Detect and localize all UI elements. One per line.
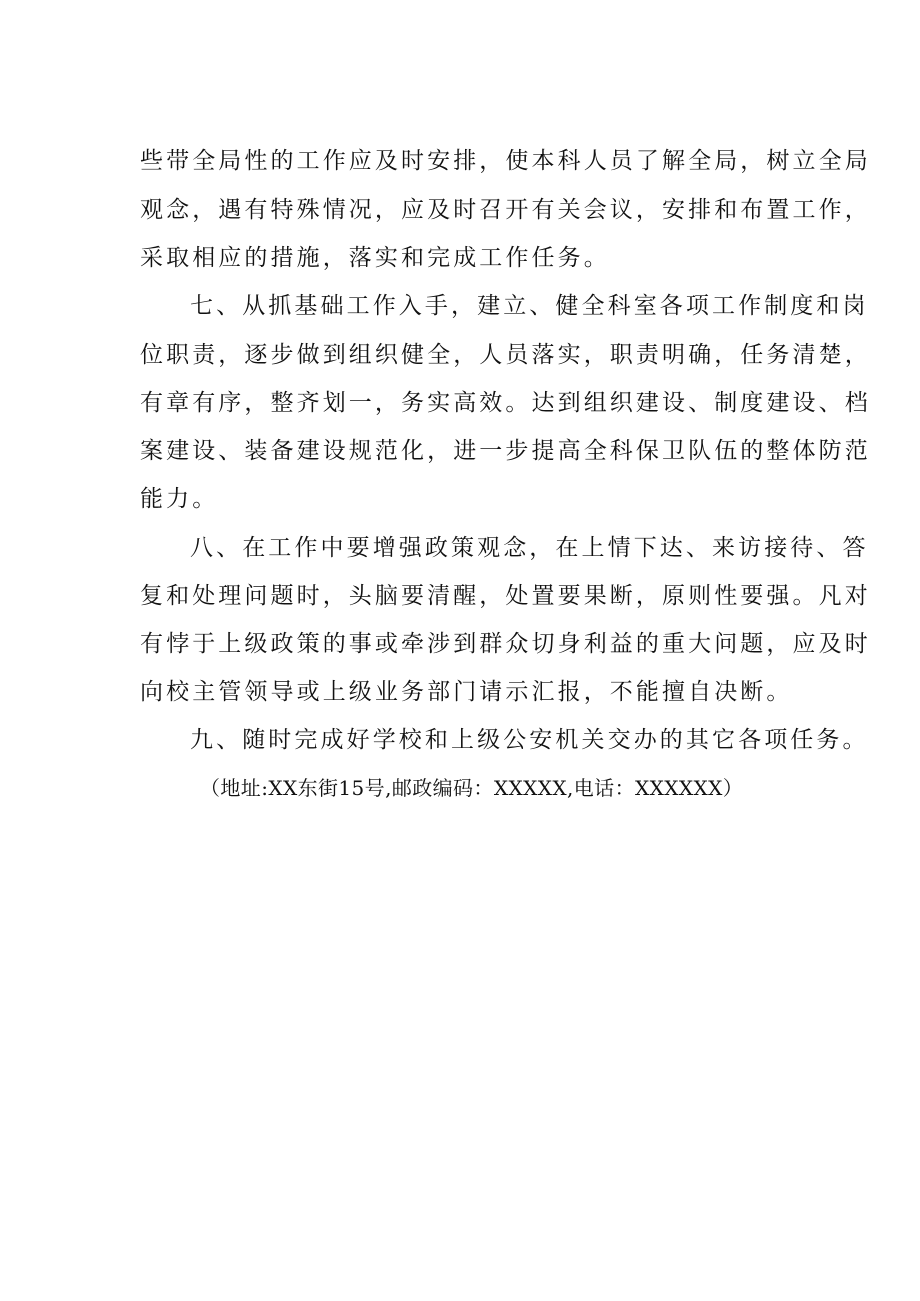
paragraph-line: 位职责，逐步做到组织健全，人员落实，职责明确，任务清楚， bbox=[140, 342, 871, 368]
paragraph-line: 有章有序，整齐划一，务实高效。达到组织建设、制度建设、档 bbox=[140, 390, 871, 416]
paragraph-line: 向校主管领导或上级业务部门请示汇报，不能擅自决断。 bbox=[140, 679, 793, 705]
paragraph-line: 有悖于上级政策的事或牵涉到群众切身利益的重大问题，应及时 bbox=[140, 631, 871, 657]
paragraph-line: 八、在工作中要增强政策观念，在上情下达、来访接待、答 bbox=[190, 535, 869, 561]
paragraph-line: 些带全局性的工作应及时安排，使本科人员了解全局，树立全局 bbox=[140, 148, 871, 174]
paragraph-line: 复和处理问题时，头脑要清醒，处置要果断，原则性要强。凡对 bbox=[140, 583, 871, 609]
paragraph-line: 案建设、装备建设规范化，进一步提高全科保卫队伍的整体防范 bbox=[140, 438, 871, 464]
paragraph-line: 能力。 bbox=[140, 486, 219, 512]
paragraph-line: 采取相应的措施，落实和完成工作任务。 bbox=[140, 245, 610, 271]
paragraph-line: 观念，遇有特殊情况，应及时召开有关会议，安排和布置工作， bbox=[140, 197, 871, 223]
paragraph-line: 九、随时完成好学校和上级公安机关交办的其它各项任务。 bbox=[190, 727, 869, 753]
paragraph-line: 七、从抓基础工作入手，建立、健全科室各项工作制度和岗 bbox=[190, 293, 869, 319]
address-line: （地址:XX东街15号,邮政编码：XXXXX,电话：XXXXXX） bbox=[200, 776, 744, 800]
